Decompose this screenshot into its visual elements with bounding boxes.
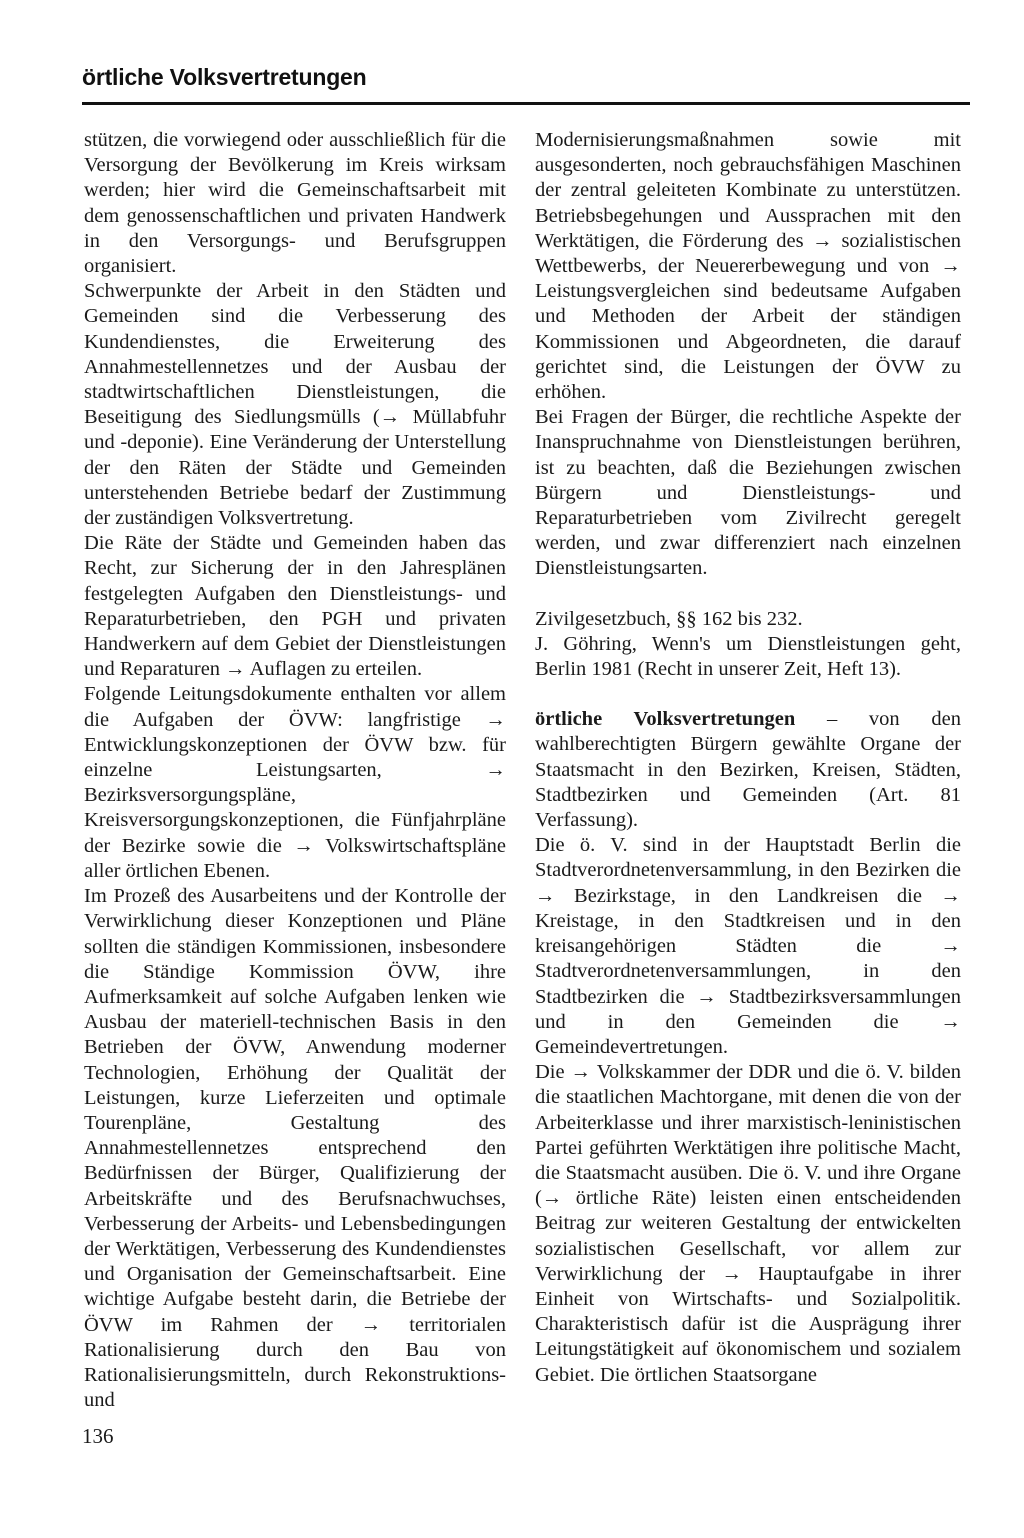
paragraph: Die → Volkskammer der DDR und die ö. V. bilden die staatlichen Machtorgane, mit denen die von der Arbeiterklasse und ihrer marxistisch-leninistischen Partei geführten Werktätigen ihre politische Macht, die Staatsmacht ausüben. Die ö. V. und ihre Organe (→ örtliche Räte) leisten einen entscheidenden Beitrag zur weiteren Gestaltung der entwickelten sozialistischen Gesellschaft, vor allem zur Verwirklichung der → Hauptaufgabe in ihrer Einheit von Wirtschafts- und Sozialpolitik. Charakteristisch dafür ist die Ausprägung ihrer Leitungstätigkeit auf ökonomischem und sozialem Gebiet. Die örtlichen Staatsorgane [535, 1061, 961, 1386]
left-column [84, 128, 506, 1413]
running-header: örtliche Volksvertretungen [82, 64, 367, 90]
dictionary-entry [535, 707, 961, 833]
spacer [535, 582, 961, 607]
reference: Zivilgesetzbuch, §§ 162 bis 232. [535, 607, 803, 630]
header-rule [82, 102, 970, 105]
entry-definition: – von den wahlberechtigten Bürgern gewählte Organe der Staatsmacht in den Bezirken, Kreisen, Städten, Stadtbezirken und Gemeinden (Art. 81 Verfassung). [535, 708, 961, 832]
paragraph: Modernisierungsmaßnahmen sowie mit ausgesonderten, noch gebrauchsfähigen Maschinen der zentral geleiteten Kombinate zu unterstützen. Betriebsbegehungen und Aussprachen mit den Werktätigen, die Förderung des → sozialistischen Wettbewerbs, der Neuererbewegung und von → Leistungsvergleichen sind bedeutsame Aufgaben und Methoden der Arbeit der ständigen Kommissionen und Abgeordneten, die darauf gerichtet sind, die Leistungen der ÖVW zu erhöhen. [535, 129, 961, 404]
paragraph: Die ö. V. sind in der Hauptstadt Berlin die Stadtverordnetenversammlung, in den Bezirken die → Bezirkstage, in den Landkreisen die → Kreistage, in den Stadtkreisen und in den kreisangehörigen Städten die → Stadtverordnetenversammlungen, in den Stadtbezirken die → Stadtbezirksversammlungen und in den Gemeinden die → Gemeindevertretungen. [535, 834, 961, 1058]
spacer [535, 682, 961, 707]
reference: J. Göhring, Wenn's um Dienstleistungen geht, Berlin 1981 (Recht in unserer Zeit, Heft 13). [535, 632, 961, 681]
entry-headword: örtliche Volksvertretungen [535, 708, 796, 731]
paragraph: stützen, die vorwiegend oder ausschließlich für die Versorgung der Bevölkerung im Kreis wirksam werden; hier wird die Gemeinschaftsarbeit mit dem genossenschaftlichen und privaten Handwerk in den Versorgungs- und Berufsgruppen organisiert. [84, 129, 506, 278]
paragraph: Schwerpunkte der Arbeit in den Städten und Gemeinden sind die Verbesserung des Kundendienstes, die Erweiterung des Annahmestellennetzes und der Ausbau der stadtwirtschaftlichen Dienstleistungen, die Beseitigung des Siedlungsmülls (→ Müllabfuhr und -deponie). Eine Veränderung der Unterstellung der den Räten der Städte und Gemeinden unterstehenden Betriebe bedarf der Zustimmung der zuständigen Volksvertretung. [84, 280, 506, 530]
paragraph: Folgende Leitungsdokumente enthalten vor allem die Aufgaben der ÖVW: langfristige → Entwicklungskonzeptionen der ÖVW bzw. für einzelne Leistungsarten, → Bezirksversorgungspläne, Kreisversorgungskonzeptionen, die Fünfjahrpläne der Bezirke sowie die → Volkswirtschaftspläne aller örtlichen Ebenen. [84, 683, 506, 882]
paragraph: Bei Fragen der Bürger, die rechtliche Aspekte der Inanspruchnahme von Dienstleistungen berühren, ist zu beachten, daß die Beziehungen zwischen Bürgern und Dienstleistungs- und Reparaturbetrieben vom Zivilrecht geregelt werden, und zwar differenziert nach einzelnen Dienstleistungsarten. [535, 406, 961, 580]
page-number: 136 [82, 1424, 114, 1448]
paragraph: Im Prozeß des Ausarbeitens und der Kontrolle der Verwirklichung dieser Konzeptionen und Pläne sollten die ständigen Kommissionen, insbesondere die Ständige Kommission ÖVW, ihre Aufmerksamkeit auf solche Aufgaben lenken wie Ausbau der materiell-technischen Basis in den Betrieben der ÖVW, Anwendung moderner Technologien, Erhöhung der Qualität der Leistungen, kurze Lieferzeiten und optimale Tourenpläne, Gestaltung des Annahmestellennetzes entsprechend den Bedürfnissen der Bürger, Qualifizierung der Arbeitskräfte und des Berufsnachwuchses, Verbesserung der Arbeits- und Lebensbedingungen der Werktätigen, Verbesserung des Kundendienstes und Organisation der Gemeinschaftsarbeit. Eine wichtige Aufgabe besteht darin, die Betriebe der ÖVW im Rahmen der → territorialen Rationalisierung durch den Bau von Rationalisierungsmitteln, durch Rekonstruktions- und [84, 885, 506, 1412]
right-column [535, 128, 961, 1388]
paragraph: Die Räte der Städte und Gemeinden haben das Recht, zur Sicherung der in den Jahresplänen festgelegten Aufgaben den Dienstleistungs- und Reparaturbetrieben, den PGH und privaten Handwerkern auf dem Gebiet der Dienstleistungen und Reparaturen → Auflagen zu erteilen. [84, 532, 506, 681]
